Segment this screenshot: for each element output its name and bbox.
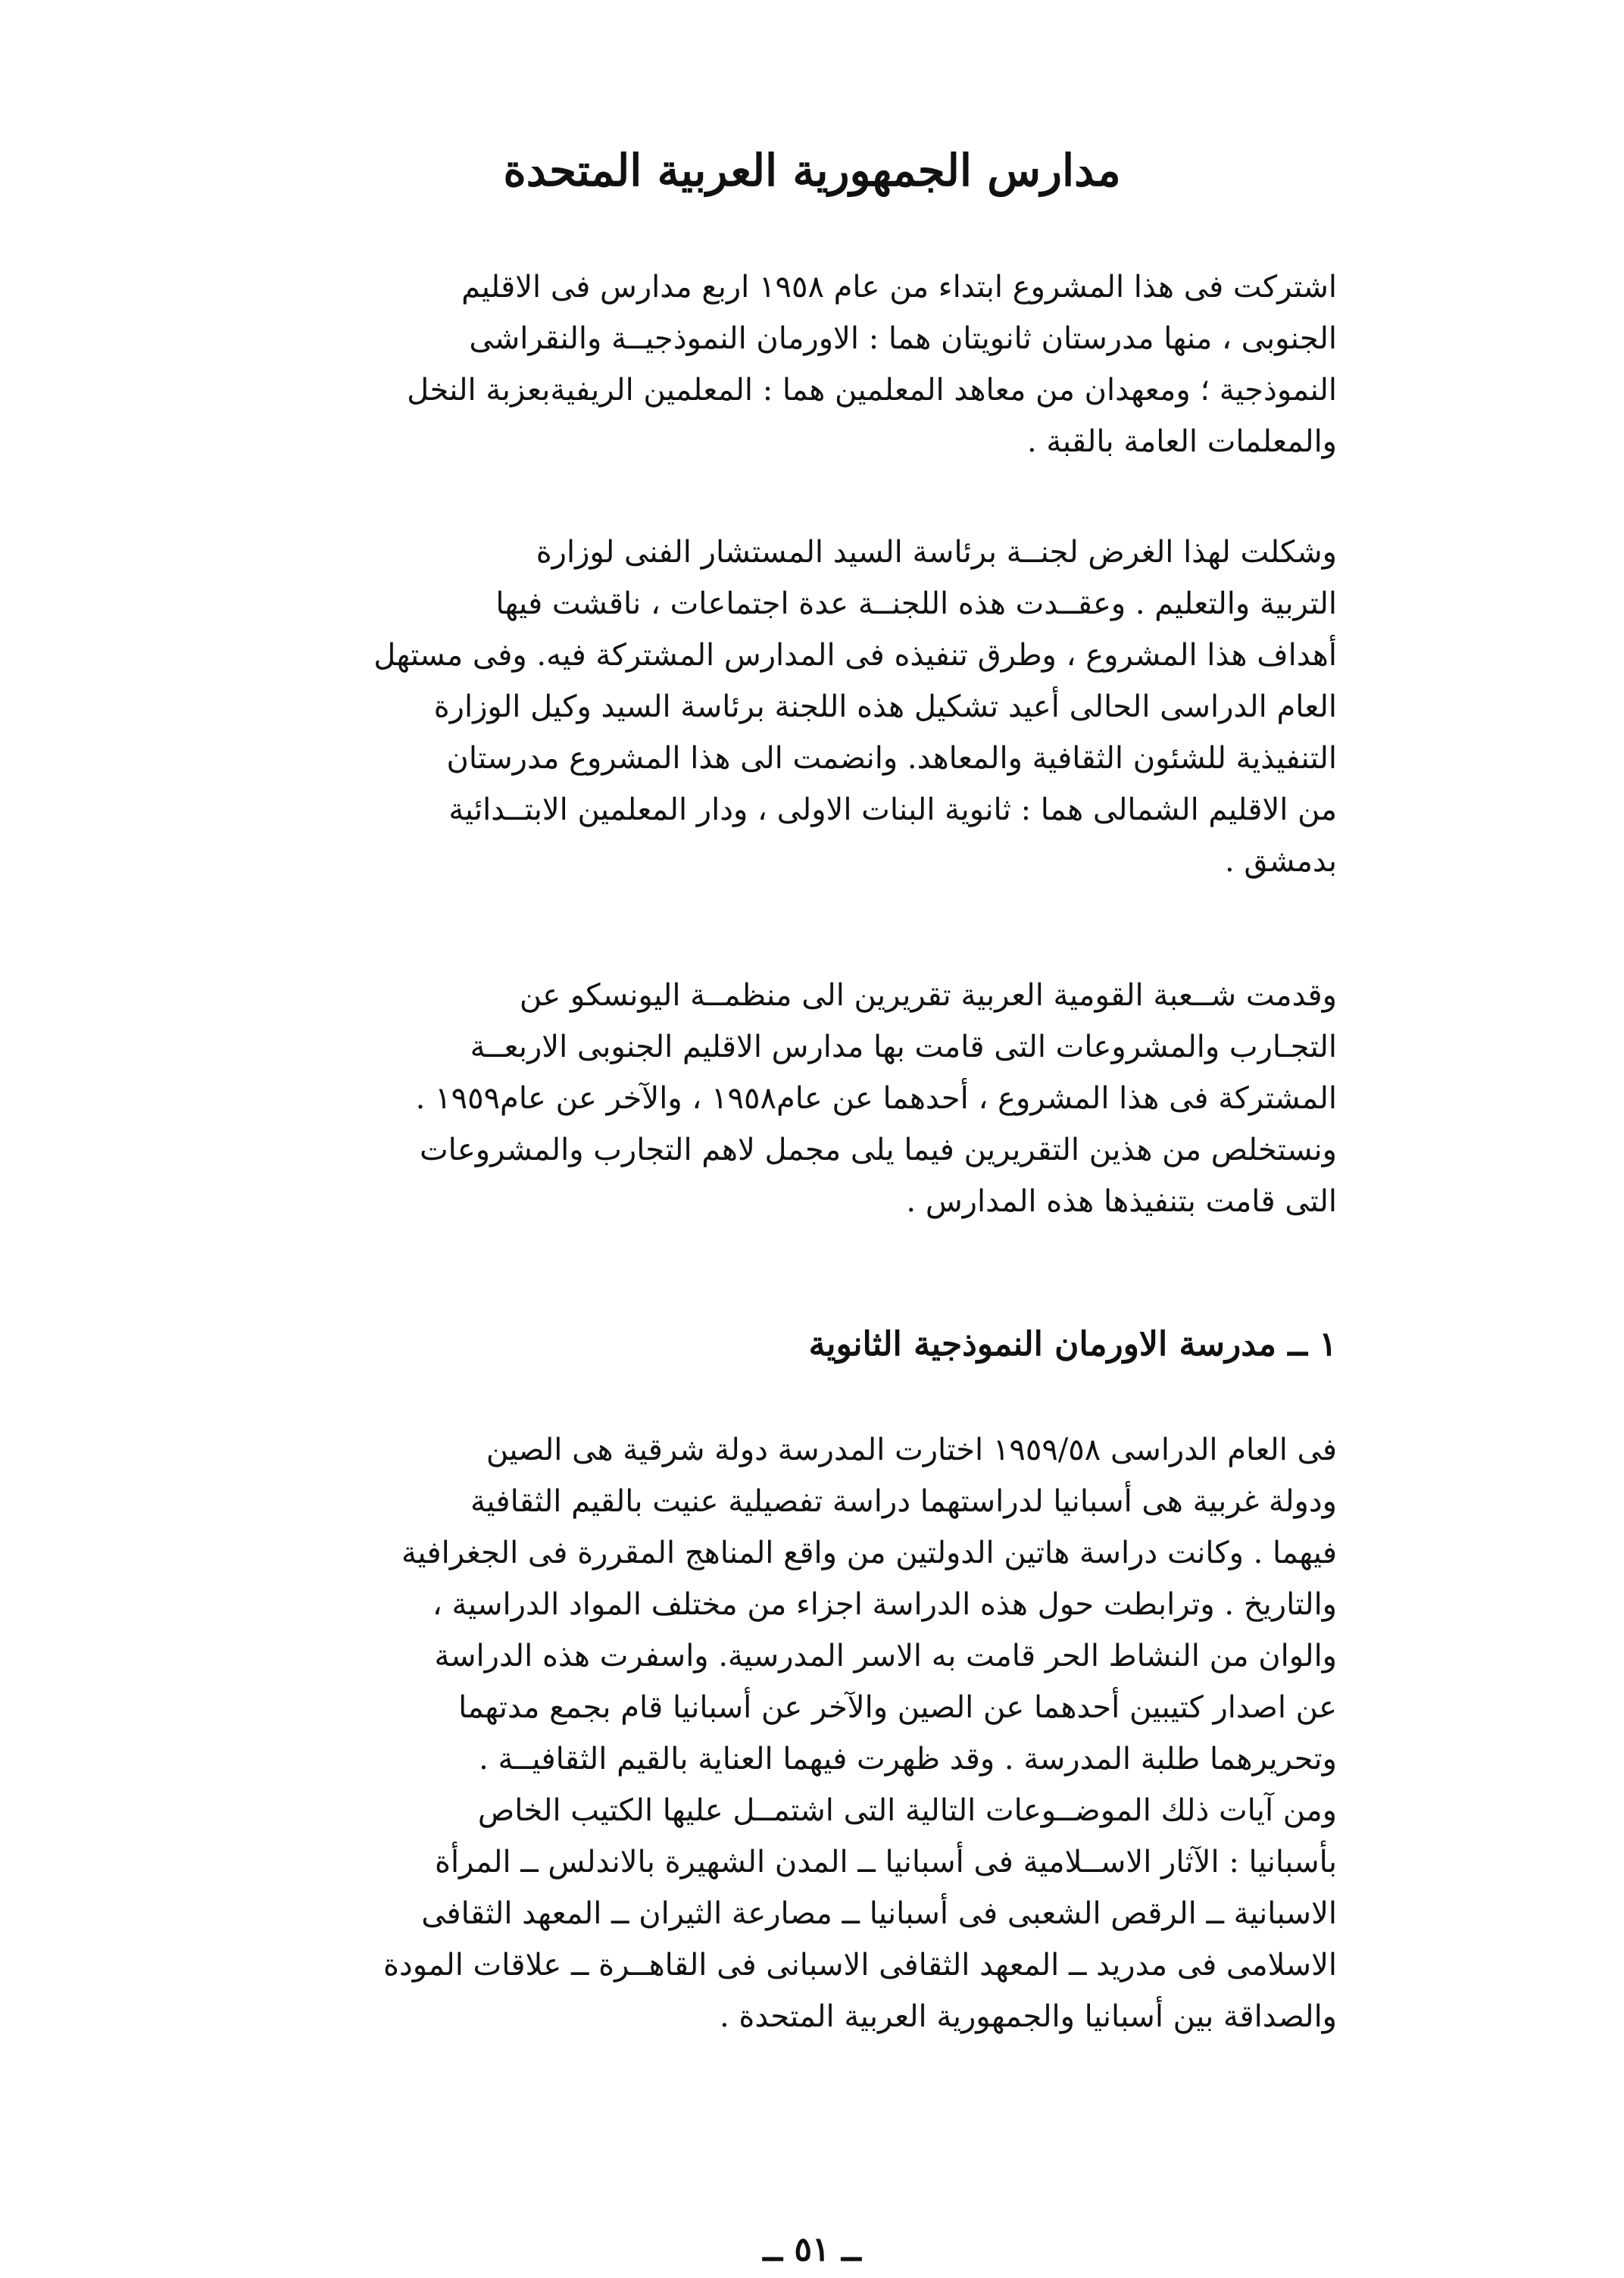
- text-line: ونستخلص من هذين التقريرين فيما يلى مجمل لاهم التجارب والمشروعات: [420, 1133, 1337, 1167]
- text-line: والمعلمات العامة بالقبة .: [1026, 424, 1337, 459]
- paragraph-2: [276, 527, 1337, 887]
- text-line: الاسبانية ــ الرقص الشعبى فى أسبانيا ــ مصارعة الثيران ــ المعهد الثقافى: [421, 1896, 1337, 1931]
- text-line: والتاريخ . وترابطت حول هذه الدراسة اجزاء من مختلف المواد الدراسية ،: [432, 1587, 1337, 1622]
- text-line: التى قامت بتنفيذها هذه المدارس .: [906, 1184, 1337, 1219]
- text-line: وشكلت لهذا الغرض لجنــة برئاسة السيد المستشار الفنى لوزارة: [536, 535, 1337, 570]
- text-line: من الاقليم الشمالى هما : ثانوية البنات الاولى ، ودار المعلمين الابتــدائية: [448, 792, 1337, 827]
- text-line: أهداف هذا المشروع ، وطرق تنفيذه فى المدارس المشتركة فيه. وفى مستهل: [373, 638, 1337, 673]
- text-line: التنفيذية للشئون الثقافية والمعاهد. وانضمت الى هذا المشروع مدرستان: [446, 741, 1337, 776]
- text-line: المشتركة فى هذا المشروع ، أحدهما عن عام١٩٥٨ ، والآخر عن عام١٩٥٩ .: [415, 1081, 1337, 1116]
- text-line: عن اصدار كتيبين أحدهما عن الصين والآخر عن أسبانيا قام بجمع مدتهما: [458, 1690, 1337, 1725]
- text-line: اشتركت فى هذا المشروع ابتداء من عام ١٩٥٨ اربع مدارس فى الاقليم: [461, 270, 1337, 305]
- text-line: وتحريرهما طلبة المدرسة . وقد ظهرت فيهما العناية بالقيم الثقافيــة .: [479, 1742, 1337, 1776]
- text-line: الاسلامى فى مدريد ــ المعهد الثقافى الاسبانى فى القاهــرة ــ علاقات المودة: [383, 1948, 1337, 1983]
- text-line: بدمشق .: [1224, 844, 1337, 879]
- text-line: الجنوبى ، منها مدرستان ثانويتان هما : الاورمان النموذجيــة والنقراشى: [469, 321, 1337, 356]
- text-line: التجـارب والمشروعات التى قامت بها مدارس الاقليم الجنوبى الاربعــة: [470, 1030, 1337, 1064]
- text-line: النموذجية ؛ ومعهدان من معاهد المعلمين هما : المعلمين الريفيةبعزبة النخل: [407, 373, 1337, 408]
- text-line: ومن آيات ذلك الموضــوعات التالية التى اشتمــل عليها الكتيب الخاص: [477, 1793, 1337, 1828]
- page-number: ــ ٥١ ــ: [763, 2230, 861, 2269]
- text-line: ودولة غربية هى أسبانيا لدراستهما دراسة تفصيلية عنيت بالقيم الثقافية: [470, 1484, 1337, 1519]
- page-title: مدارس الجمهورية العربية المتحدة: [503, 145, 1121, 196]
- text-line: فيهما . وكانت دراسة هاتين الدولتين من واقع المناهج المقررة فى الجغرافية: [401, 1536, 1337, 1570]
- text-line: التربية والتعليم . وعقــدت هذه اللجنــة عدة اجتماعات ، ناقشت فيها: [495, 586, 1337, 621]
- text-line: وقدمت شــعبة القومية العربية تقريرين الى منظمــة اليونسكو عن: [519, 978, 1337, 1013]
- section-body: [276, 1424, 1337, 2042]
- text-line: والصداقة بين أسبانيا والجمهورية العربية المتحدة .: [719, 1999, 1337, 2034]
- text-line: والوان من النشاط الحر قامت به الاسر المدرسية. واسفرت هذه الدراسة: [434, 1639, 1337, 1673]
- paragraph-1: [276, 261, 1337, 467]
- text-line: العام الدراسى الحالى أعيد تشكيل هذه اللجنة برئاسة السيد وكيل الوزارة: [433, 689, 1337, 724]
- section-heading: ١ ــ مدرسة الاورمان النموذجية الثانوية: [808, 1325, 1337, 1364]
- paragraph-3: [276, 970, 1337, 1227]
- text-line: فى العام الدراسى ١٩٥٩/٥٨ اختارت المدرسة دولة شرقية هى الصين: [486, 1433, 1337, 1467]
- text-line: بأسبانيا : الآثار الاســلامية فى أسبانيا ــ المدن الشهيرة بالاندلس ــ المرأة: [434, 1845, 1337, 1880]
